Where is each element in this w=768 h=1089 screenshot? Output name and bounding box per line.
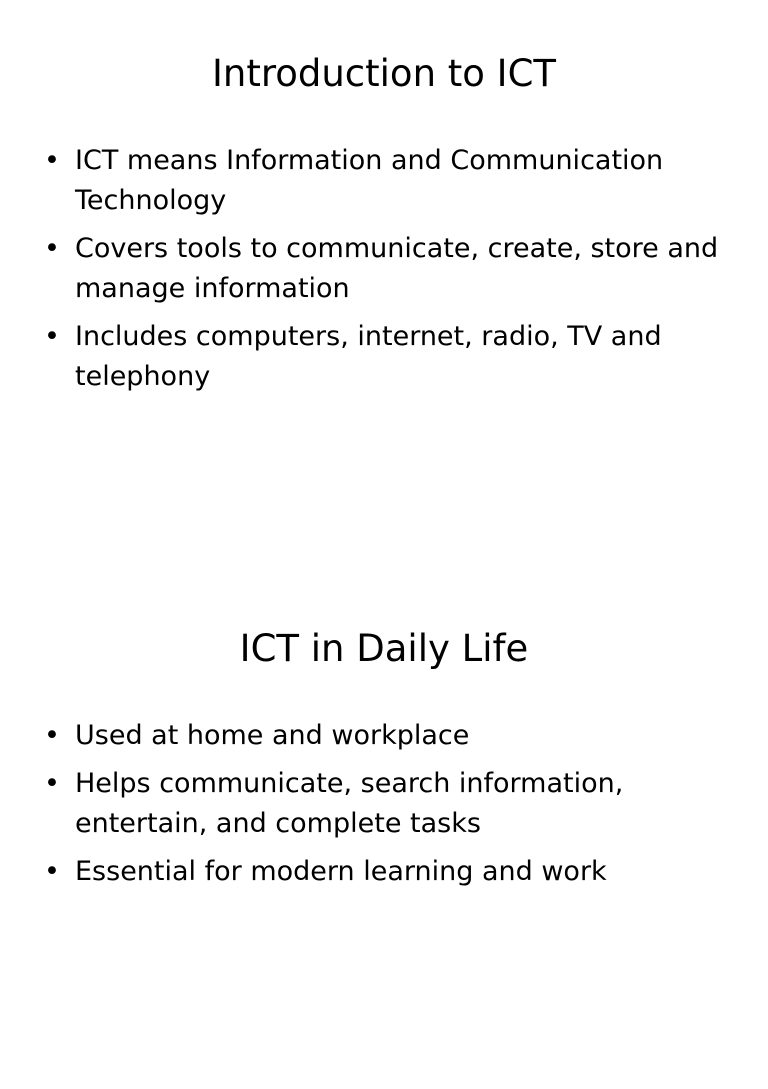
bullet-text: Essential for modern learning and work — [75, 856, 607, 887]
bullet-text: Covers tools to communicate, create, store and manage information — [75, 233, 719, 304]
bullet-item — [44, 229, 734, 309]
bullet-list — [44, 141, 734, 405]
bullet-text: Used at home and workplace — [75, 720, 470, 751]
bullet-item — [44, 141, 734, 221]
bullet-item — [44, 317, 734, 397]
bullet-icon: • — [44, 768, 60, 799]
bullet-text: ICT means Information and Communication Technology — [75, 145, 664, 216]
bullet-icon: • — [44, 720, 60, 751]
bullet-item — [44, 852, 734, 892]
slide-title: ICT in Daily Life — [239, 627, 529, 670]
bullet-icon: • — [44, 856, 60, 887]
bullet-list — [44, 716, 734, 900]
bullet-icon: • — [44, 233, 60, 264]
bullet-item — [44, 716, 734, 756]
slide-ict-in-daily-life — [0, 577, 768, 1089]
bullet-item — [44, 764, 734, 844]
slide-title: Introduction to ICT — [211, 52, 557, 95]
bullet-text: Helps communicate, search information, entertain, and complete tasks — [75, 768, 624, 839]
bullet-icon: • — [44, 145, 60, 176]
bullet-text: Includes computers, internet, radio, TV and telephony — [75, 321, 662, 392]
bullet-icon: • — [44, 321, 60, 352]
slide-introduction-to-ict — [0, 0, 768, 512]
